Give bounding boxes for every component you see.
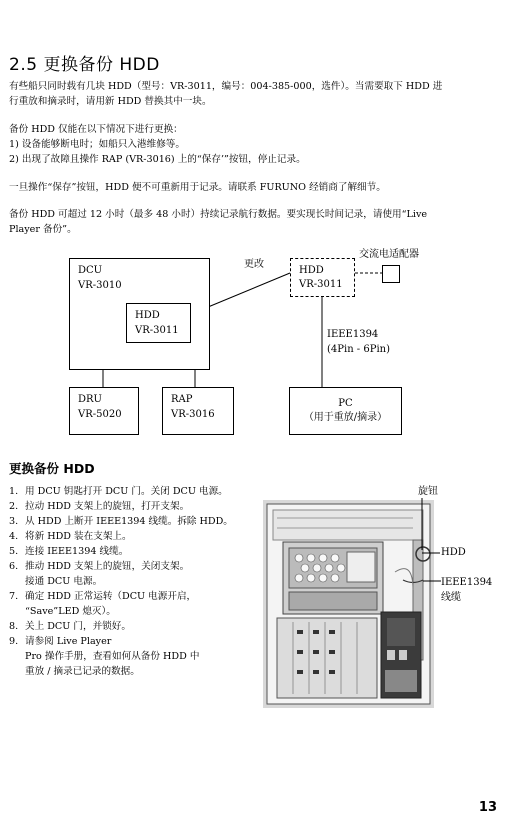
intro-line: 有些船只同时载有几块 HDD（型号：VR-3011，编号：004-385-000，选件）。当需要取下 HDD 进	[9, 81, 443, 92]
pc-desc: （用于重放/摘录）	[303, 412, 388, 423]
intro-line: 行重放和摘录时，请用新 HDD 替换其中一块。	[9, 96, 212, 107]
step-text: 接通 DCU 电源。	[25, 576, 103, 587]
dru-model: VR-5020	[78, 409, 122, 420]
step-number: 1.	[9, 486, 19, 497]
rap-model: VR-3016	[171, 409, 215, 420]
hdd-new-model: VR-3011	[299, 279, 343, 290]
step-number: 2.	[9, 501, 19, 512]
step-text: 推动 HDD 支架上的旋钮，关闭支架。	[25, 561, 190, 572]
step-item	[9, 484, 259, 499]
change-label: 更改	[244, 259, 264, 270]
backup-note-line: 备份 HDD 可超过 12 小时（最多 48 小时）持续记录航行数据。要实现长时间记录，请使用“Live	[9, 209, 428, 220]
step-text: Pro 操作手册，查看如何从备份 HDD 中	[25, 651, 200, 662]
cable-label-line: (4Pin - 6Pin)	[327, 344, 390, 355]
step-item	[9, 499, 259, 514]
pc-label: PC	[338, 398, 353, 409]
cable-label	[327, 327, 390, 357]
hdd-new-box	[290, 258, 355, 297]
hdd-inner-model: VR-3011	[135, 325, 179, 336]
step-text: 确定 HDD 正常运转（DCU 电源开启，	[25, 591, 197, 602]
step-number: 4.	[9, 531, 19, 542]
rap-label: RAP	[171, 394, 193, 405]
hdd-inner-box	[126, 303, 191, 343]
dru-label: DRU	[78, 394, 102, 405]
step-text: 将新 HDD 装在支架上。	[25, 531, 132, 542]
cable-photo-label	[441, 575, 492, 605]
page-number: 13	[478, 800, 497, 815]
dcu-interior-photo	[263, 500, 434, 708]
step-item	[9, 589, 259, 619]
dru-box	[69, 387, 139, 435]
dcu-label: DCU	[78, 265, 103, 276]
hdd-inner-label: HDD	[135, 310, 160, 321]
step-text: “Save”LED 熄灭）。	[25, 606, 116, 617]
step-text: 关上 DCU 门，并锁好。	[25, 621, 131, 632]
cable-callout-line	[423, 580, 441, 582]
change-arrow	[196, 273, 290, 312]
step-number: 8.	[9, 621, 19, 632]
step-item	[9, 514, 259, 529]
step-number: 6.	[9, 561, 19, 572]
step-number: 5.	[9, 546, 19, 557]
step-item	[9, 529, 259, 544]
step-text: 用 DCU 钥匙打开 DCU 门。关闭 DCU 电源。	[25, 486, 228, 497]
adapter-label: 交流电适配器	[359, 249, 419, 260]
replace-hdd-heading: 更换备份 HDD	[9, 461, 95, 476]
hdd-new-label: HDD	[299, 265, 324, 276]
section-heading: 2.5 更换备份 HDD	[9, 55, 160, 75]
backup-note-line: Player 备份”。	[9, 224, 77, 235]
rap-box	[162, 387, 234, 435]
step-item	[9, 619, 259, 634]
step-number: 3.	[9, 516, 19, 527]
hdd-callout-line	[422, 552, 440, 554]
hdd-photo-label: HDD	[441, 547, 466, 558]
step-text: 重放 / 摘录已记录的数据。	[25, 666, 140, 677]
knob-callout-line	[420, 498, 424, 550]
step-text: 从 HDD 上断开 IEEE1394 线缆。拆除 HDD。	[25, 516, 233, 527]
step-number: 9.	[9, 636, 19, 647]
step-item	[9, 559, 259, 589]
pc-box	[289, 387, 402, 435]
knob-label: 旋钮	[418, 486, 438, 497]
step-text: 请参阅 Live Player	[25, 636, 112, 647]
cable-photo-label-line: IEEE1394	[441, 577, 493, 588]
step-number: 7.	[9, 591, 19, 602]
procedure-steps	[9, 484, 259, 679]
warning-text: 一旦操作“保存”按钮，HDD 便不可重新用于记录。请联系 FURUNO 经销商了解细节。	[9, 182, 386, 193]
condition-item: 1) 设备能够断电时；如船只入港维修等。	[9, 139, 185, 150]
condition-item: 2) 出现了故障且操作 RAP (VR-3016) 上的“保存’”按钮，停止记录。	[9, 154, 306, 165]
step-text: 连接 IEEE1394 线缆。	[25, 546, 129, 557]
dcu-model: VR-3010	[78, 280, 122, 291]
step-item	[9, 544, 259, 559]
adapter-box	[382, 265, 400, 283]
step-text: 拉动 HDD 支架上的旋钮，打开支架。	[25, 501, 190, 512]
cable-photo-label-line: 线缆	[441, 592, 461, 603]
cable-label-line: IEEE1394	[327, 329, 379, 340]
conditions-title: 备份 HDD 仅能在以下情况下进行更换：	[9, 124, 183, 135]
step-item	[9, 634, 259, 679]
